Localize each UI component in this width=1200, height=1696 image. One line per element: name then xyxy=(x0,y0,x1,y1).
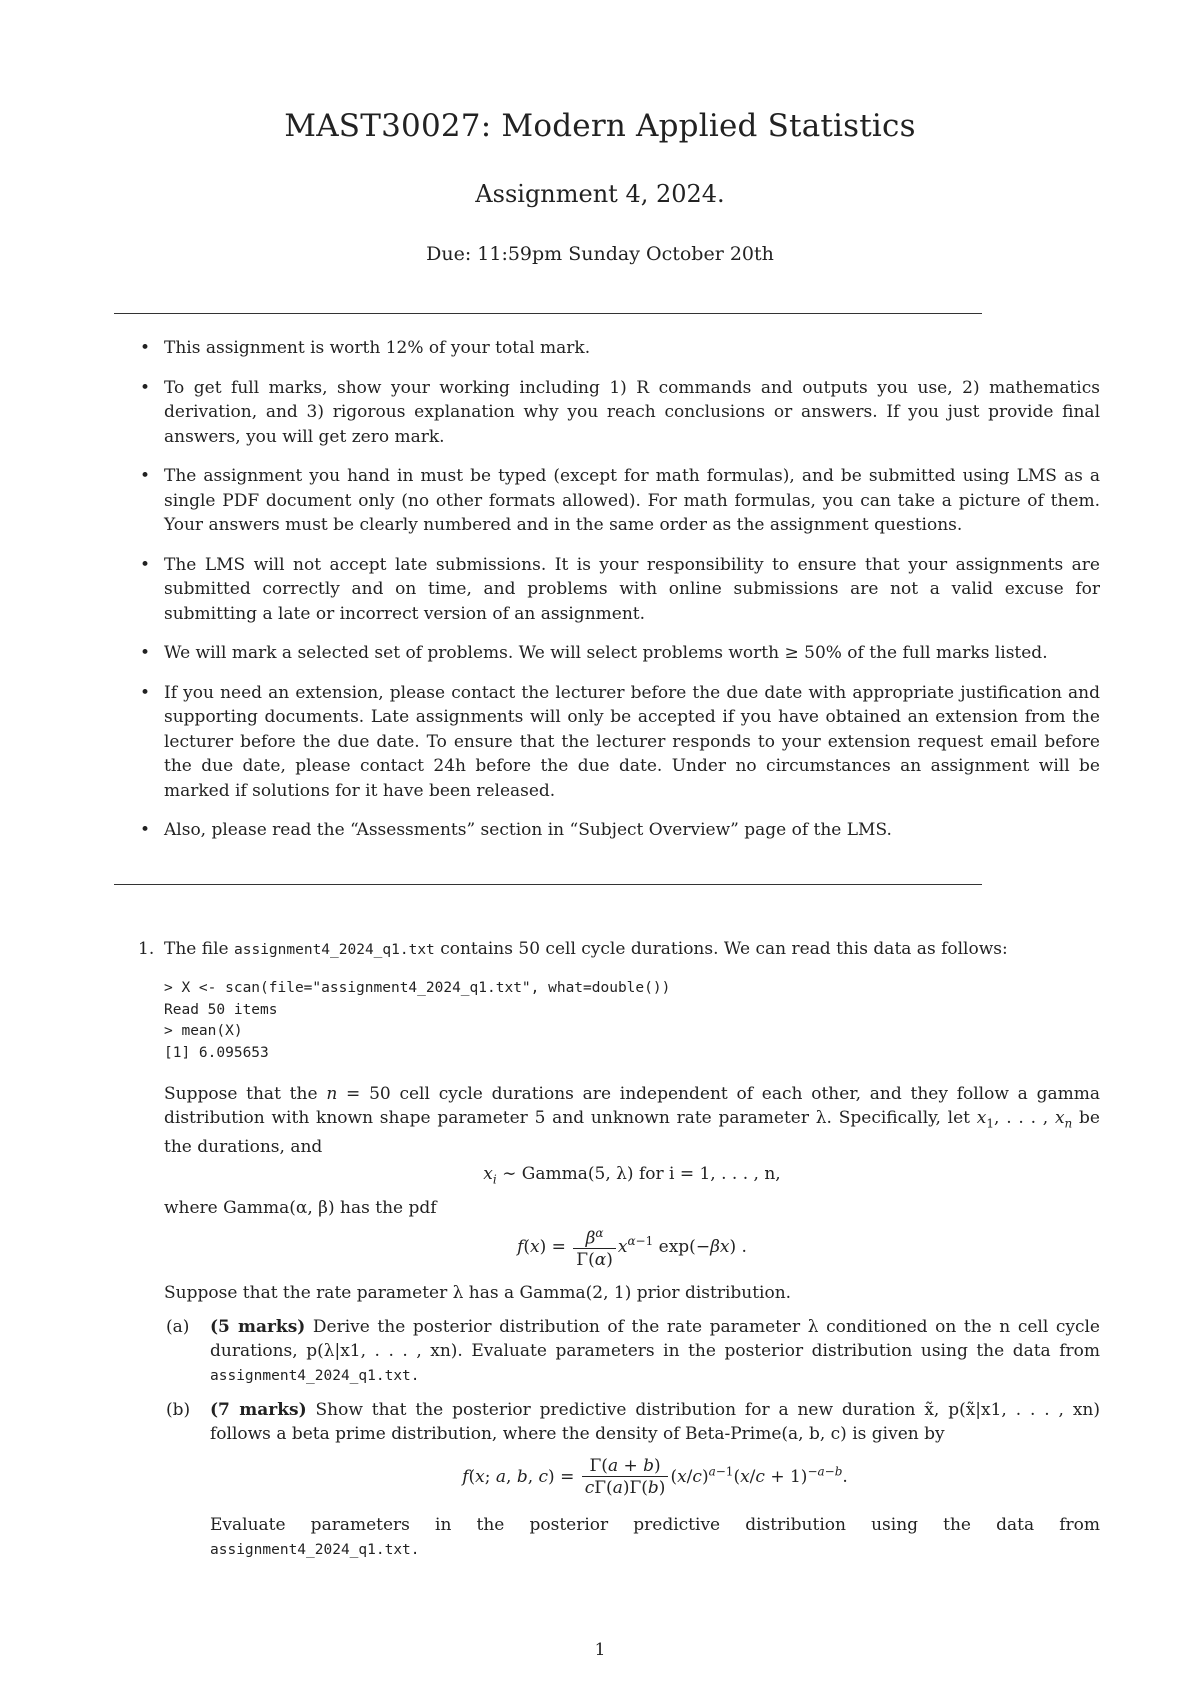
r-code-block: > X <- scan(file="assignment4_2024_q1.txt", what=double()) Read 50 items > mean(X) [1] 6.095653 xyxy=(164,980,671,1061)
bullet-icon: • xyxy=(140,682,151,703)
document-title: MAST30027: Modern Applied Statistics xyxy=(284,108,916,144)
likelihood-equation: $x_i$ ∼ Gamma(5, λ) for i = 1, . . . , n, xyxy=(483,1164,781,1187)
instructions-list xyxy=(140,336,1100,858)
part-b-evaluate: Evaluate parameters in the posterior predictive distribution using the data from assignment4_2024_q1.txt. xyxy=(210,1515,1100,1559)
part-a-marks: (5 marks) xyxy=(210,1317,306,1338)
question-number: 1. xyxy=(138,939,155,959)
data-filename: assignment4_2024_q1.txt xyxy=(234,942,435,958)
assignment-subtitle: Assignment 4, 2024. xyxy=(475,180,725,208)
page-number: 1 xyxy=(594,1640,606,1660)
bottom-divider xyxy=(114,884,982,885)
question-intro: The file assignment4_2024_q1.txt contains 50 cell cycle durations. We can read this data as follows: xyxy=(164,939,1008,959)
bullet-icon: • xyxy=(140,554,151,575)
list-item: • The LMS will not accept late submissions. It is your responsibility to ensure that your assignments are submitted correctly and on time, and problems with online submissions are not a valid excuse for submitting a late or incorrect version of an assignment. xyxy=(140,554,1100,624)
part-b-label: (b) xyxy=(166,1400,191,1421)
data-filename: assignment4_2024_q1.txt. xyxy=(210,1368,420,1385)
bullet-icon: • xyxy=(140,338,151,358)
bullet-icon: • xyxy=(140,820,151,840)
list-item: • We will mark a selected set of problems. We will select problems worth ≥ 50% of the full marks listed. xyxy=(140,641,1100,666)
list-item: • The assignment you hand in must be typed (except for math formulas), and be submitted using LMS as a single PDF document only (no other formats allowed). For math formulas, you can take a picture of them. Your answers must be clearly numbered and in the same order as the assignment questions. xyxy=(140,466,1100,535)
list-item: • If you need an extension, please contact the lecturer before the due date with appropriate justification and supporting documents. Late assignments will only be accepted if you have obtained an extension from the lecturer before the due date. To ensure that the lecturer responds to your extension request email before the due date, please contact 24h before the due date. Under no circumstances an assignment will be marked if solutions for it have been released. xyxy=(140,682,1100,801)
due-date: Due: 11:59pm Sunday October 20th xyxy=(426,243,774,265)
bullet-icon: • xyxy=(140,643,151,663)
prior-statement: Suppose that the rate parameter λ has a Gamma(2, 1) prior distribution. xyxy=(164,1283,792,1304)
question-body xyxy=(164,937,1100,1562)
beta-prime-equation: f(x; a, b, c) = $\frac{\Gamma(a + b)}{c\Gamma(a)\Gamma(b)}$ $(x/c)^{a-1}(x/c + 1)^{-a-b}$. xyxy=(462,1456,848,1499)
model-description: Suppose that the n = 50 cell cycle durations are independent of each other, and they follow a gamma distribution with known shape parameter 5 and unknown rate parameter λ. Specifically, let $x_1$, . . . , $x_n$ be the durations, and xyxy=(164,1084,1100,1158)
bullet-icon: • xyxy=(140,377,151,398)
bullet-icon: • xyxy=(140,466,151,486)
part-a-label: (a) xyxy=(166,1317,190,1338)
list-item: • To get full marks, show your working including 1) R commands and outputs you use, 2) mathematics derivation, and 3) rigorous explanation why you reach conclusions or answers. If you just provide final answers, you will get zero mark. xyxy=(140,377,1100,447)
question-1 xyxy=(138,937,1100,1562)
part-b-marks: (7 marks) xyxy=(210,1400,307,1421)
part-b: (b) (7 marks) Show that the posterior predictive distribution for a new duration x̃, p(x̃|x1, . . . , xn) follows a beta prime distribution, where the density of Beta-Prime(a, b, c) is given by f(x; a, b, c) = $\frac{\Gamma(a + b)}{c\Gamma(a)\Gamma(b)}$ $(x/c)^{a-1}(x/c + 1)^{-a-b}$. Evaluate parameters in the posterior predictive distribution using the data from assignment4_2024_q1.txt. xyxy=(164,1398,1100,1562)
part-a: (a) (5 marks) Derive the posterior distribution of the rate parameter λ conditioned on the n cell cycle durations, p(λ|x1, . . . , xn). Evaluate parameters in the posterior distribution using the data from assignment4_2024_q1.txt. xyxy=(166,1317,1100,1385)
top-divider xyxy=(114,313,982,314)
pdf-intro: where Gamma(α, β) has the pdf xyxy=(164,1197,437,1218)
data-filename: assignment4_2024_q1.txt. xyxy=(210,1542,420,1559)
list-item: • This assignment is worth 12% of your total mark. xyxy=(140,336,1100,361)
list-item: • Also, please read the “Assessments” section in “Subject Overview” page of the LMS. xyxy=(140,818,1100,843)
gamma-pdf-equation: f(x) = $\frac{\beta^\alpha}{\Gamma(\alpha)}$ $x^{\alpha-1}$ exp(−βx) . xyxy=(164,1223,1100,1272)
